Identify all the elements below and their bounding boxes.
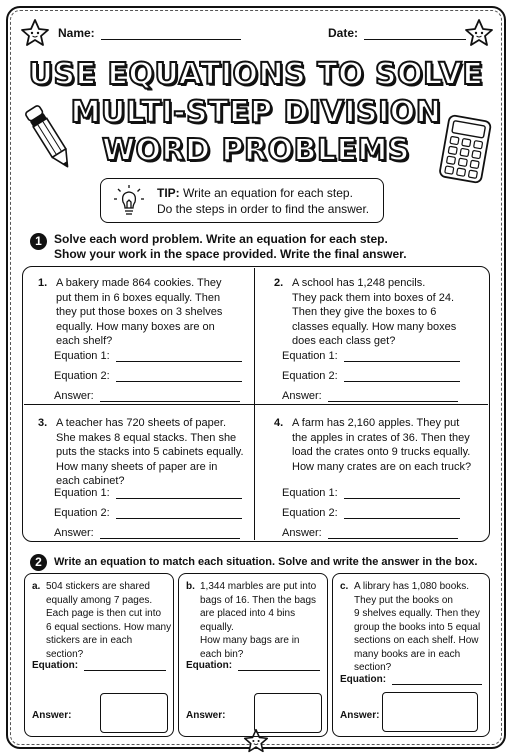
tip-label: TIP: xyxy=(157,186,180,200)
problem-line: 1,344 marbles are put into xyxy=(200,581,317,592)
problem-line: puts the stacks into 5 cabinets equally. xyxy=(56,446,244,458)
lightbulb-icon xyxy=(113,184,145,218)
problem-text xyxy=(292,276,456,349)
problem-number: 3. xyxy=(38,417,48,429)
problem-line: equally. How many boxes are on xyxy=(56,320,215,333)
problem-number: a. xyxy=(32,581,41,592)
problem-text xyxy=(292,416,471,474)
problem-number: b. xyxy=(186,581,195,592)
section-1-heading xyxy=(54,232,407,262)
title-line-2: MULTI-STEP DIVISION xyxy=(70,95,442,130)
problem-3 xyxy=(38,416,252,491)
problem-number: 4. xyxy=(274,417,284,429)
problem-text xyxy=(200,580,326,661)
answer-line[interactable] xyxy=(116,351,242,362)
problem-text xyxy=(354,580,480,675)
problem-line: Then they give the boxes to 6 xyxy=(292,306,437,318)
equation-1-field[interactable] xyxy=(54,487,242,499)
answer-line[interactable] xyxy=(116,371,242,382)
problem-line: many books are in each xyxy=(354,648,461,660)
problem-number: 2. xyxy=(274,277,284,289)
problem-line: bags of 16. Then the bags xyxy=(200,594,317,606)
answer-label: Answer: xyxy=(186,710,226,721)
problem-line: each shelf? xyxy=(56,335,113,347)
section-2-heading: Write an equation to match each situation. Solve and write the answer in the box. xyxy=(54,556,478,568)
problem-number: 1. xyxy=(38,277,48,289)
problem-line: the apples in crates of 36. Then they xyxy=(292,431,470,444)
equation-2-field[interactable] xyxy=(54,370,242,382)
equation-1-label: Equation 1: xyxy=(54,487,110,499)
problem-line: does each class get? xyxy=(292,335,396,347)
answer-field[interactable] xyxy=(282,390,458,402)
problem-line: A bakery made 864 cookies. They xyxy=(56,277,222,289)
answer-label: Answer: xyxy=(282,527,322,539)
answer-line[interactable] xyxy=(344,508,460,519)
problem-line: She makes 8 equal stacks. Then she xyxy=(56,431,237,444)
equation-1-label: Equation 1: xyxy=(54,350,110,362)
answer-field[interactable] xyxy=(282,527,458,539)
pencil-icon xyxy=(24,98,74,176)
answer-line[interactable] xyxy=(328,391,458,402)
date-label: Date: xyxy=(328,26,359,40)
answer-box[interactable] xyxy=(254,693,322,733)
tip-text xyxy=(157,185,369,217)
grid-horizontal-divider xyxy=(24,404,488,405)
answer-line[interactable] xyxy=(392,674,482,685)
problem-1 xyxy=(38,276,250,351)
section-1-line-1: Solve each word problem. Write an equation for each step. xyxy=(54,232,388,246)
star-icon xyxy=(20,18,50,48)
answer-label: Answer: xyxy=(340,710,380,721)
name-line[interactable] xyxy=(101,28,241,40)
problem-line: equally among 7 pages. xyxy=(46,594,153,606)
answer-line[interactable] xyxy=(238,660,320,671)
problem-line: 504 stickers are shared xyxy=(46,581,150,592)
problem-line: each cabinet? xyxy=(56,475,125,487)
equation-label: Equation: xyxy=(340,674,387,685)
answer-line[interactable] xyxy=(100,391,240,402)
answer-field[interactable] xyxy=(54,527,240,539)
equation-1-field[interactable] xyxy=(282,487,460,499)
answer-field[interactable] xyxy=(54,390,240,402)
section-1-line-2: Show your work in the space provided. Write the final answer. xyxy=(54,247,407,261)
answer-line[interactable] xyxy=(100,528,240,539)
answer-label: Answer: xyxy=(32,710,72,721)
problem-line: load the crates onto 9 trucks equally. xyxy=(292,446,471,458)
problem-line: A library has 1,080 books. xyxy=(354,581,470,592)
answer-label: Answer: xyxy=(282,390,322,402)
section-1-number: 1 xyxy=(30,233,47,250)
name-label: Name: xyxy=(58,26,95,40)
equation-2-label: Equation 2: xyxy=(282,370,338,382)
problem-text xyxy=(56,276,222,349)
answer-box[interactable] xyxy=(382,692,478,732)
star-icon xyxy=(464,18,494,48)
equation-2-label: Equation 2: xyxy=(54,370,110,382)
answer-line[interactable] xyxy=(84,660,166,671)
answer-line[interactable] xyxy=(116,508,242,519)
answer-line[interactable] xyxy=(344,371,460,382)
problem-line: How many bags are in xyxy=(200,635,300,646)
title-line-3: WORD PROBLEMS xyxy=(101,133,411,168)
equation-label: Equation: xyxy=(186,660,233,671)
problem-line: A school has 1,248 pencils. xyxy=(292,277,426,289)
answer-label: Answer: xyxy=(54,390,94,402)
tip-line-1: Write an equation for each step. xyxy=(183,186,353,200)
equation-2-label: Equation 2: xyxy=(282,507,338,519)
problem-line: A farm has 2,160 apples. They put xyxy=(292,417,460,429)
tip-box xyxy=(100,178,384,223)
problem-line: they put those boxes on 3 shelves xyxy=(56,306,223,318)
problem-line: How many sheets of paper are in xyxy=(56,460,218,473)
problem-2 xyxy=(274,276,486,351)
problem-line: classes equally. How many boxes xyxy=(292,320,457,333)
tip-line-2: Do the steps in order to find the answer. xyxy=(157,202,370,216)
problem-text xyxy=(56,416,244,489)
answer-line[interactable] xyxy=(344,488,460,499)
problem-line: are placed into 4 bins equally. xyxy=(200,608,296,633)
answer-label: Answer: xyxy=(54,527,94,539)
problem-line: How many crates are on each truck? xyxy=(292,460,472,473)
problem-line: They pack them into boxes of 24. xyxy=(292,291,455,304)
answer-box[interactable] xyxy=(100,693,168,733)
problem-line: stickers are in each section? xyxy=(46,635,133,660)
equation-2-field[interactable] xyxy=(54,507,242,519)
problem-line: put them in 6 boxes equally. Then xyxy=(56,291,221,304)
equation-2-label: Equation 2: xyxy=(54,507,110,519)
problem-line: Each page is then cut into xyxy=(46,608,162,619)
problem-line: group the books into 5 equal xyxy=(354,621,481,633)
equation-field[interactable] xyxy=(340,674,482,685)
section-2-number: 2 xyxy=(30,554,47,571)
problem-text xyxy=(46,580,172,661)
equation-field[interactable] xyxy=(186,660,320,671)
equation-1-field[interactable] xyxy=(282,350,460,362)
name-field[interactable] xyxy=(58,26,241,40)
equation-label: Equation: xyxy=(32,660,79,671)
date-field[interactable] xyxy=(328,26,466,40)
problem-line: 6 equal sections. How many xyxy=(46,621,172,633)
equation-1-label: Equation 1: xyxy=(282,487,338,499)
date-line[interactable] xyxy=(364,28,466,40)
problem-line: section? xyxy=(354,662,392,673)
problem-4 xyxy=(274,416,488,478)
equation-1-label: Equation 1: xyxy=(282,350,338,362)
calculator-icon xyxy=(436,114,494,186)
equation-field[interactable] xyxy=(32,660,166,671)
problem-line: A teacher has 720 sheets of paper. xyxy=(56,417,227,429)
equation-2-field[interactable] xyxy=(282,370,460,382)
problem-line: each bin? xyxy=(200,648,244,660)
problem-number: c. xyxy=(340,581,349,592)
equation-1-field[interactable] xyxy=(54,350,242,362)
problem-line: They put the books on xyxy=(354,594,453,606)
problem-line: 9 shelves equally. Then they xyxy=(354,608,480,619)
answer-line[interactable] xyxy=(116,488,242,499)
equation-2-field[interactable] xyxy=(282,507,460,519)
title-line-1: USE EQUATIONS TO SOLVE xyxy=(28,57,484,92)
answer-line[interactable] xyxy=(328,528,458,539)
problem-line: sections on each shelf. How xyxy=(354,635,479,646)
answer-line[interactable] xyxy=(344,351,460,362)
